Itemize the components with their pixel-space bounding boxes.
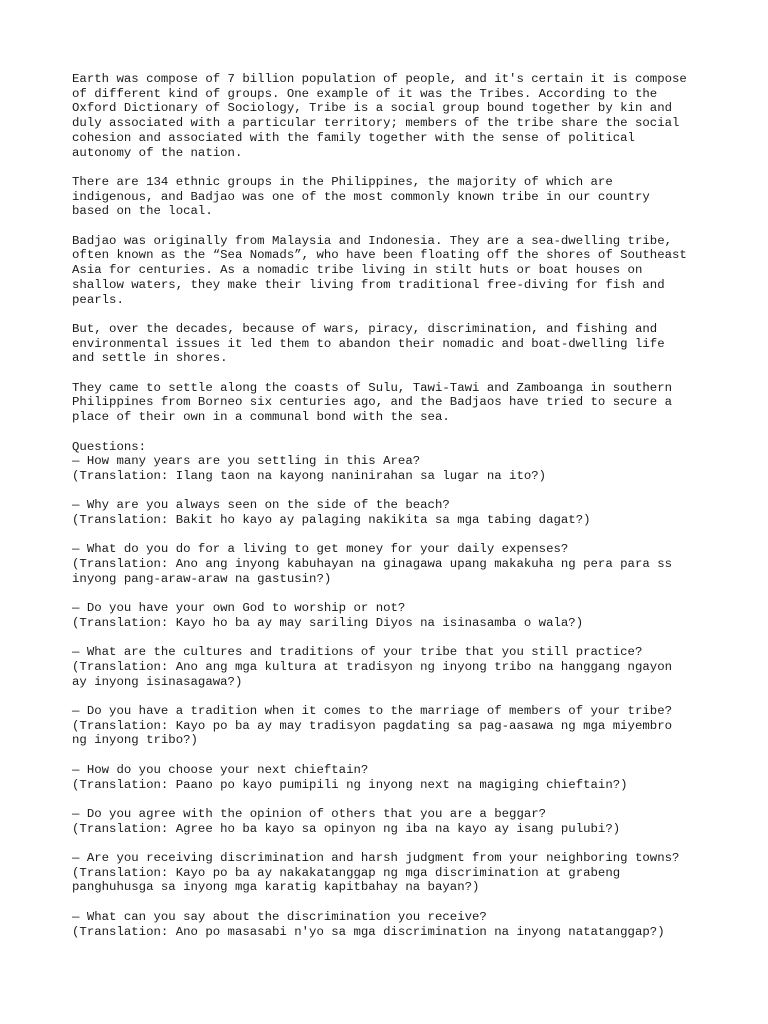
question-translation: (Translation: Ano ang mga kultura at tradisyon ng inyong tribo na hanggang ngayon ay inyong isinasagawa?) — [72, 659, 673, 689]
question-translation: (Translation: Paano po kayo pumipili ng inyong next na magiging chieftain?) — [72, 777, 628, 792]
question-item — [72, 498, 712, 527]
paragraph-decades: But, over the decades, because of wars, piracy, discrimination, and fishing and environmental issues it led them to abandon their nomadic and boat-dwelling life and settle in shores. — [72, 321, 665, 366]
question-text: — What do you do for a living to get money for your daily expenses? — [72, 542, 569, 557]
question-translation: (Translation: Kayo ho ba ay may sariling Diyos na isinasamba o wala?) — [72, 615, 584, 630]
question-text: — How many years are you settling in this Area? — [72, 454, 421, 469]
paragraph-ethnic-groups: There are 134 ethnic groups in the Philippines, the majority of which are indigenous, and Badjao was one of the most commonly known tribe in our country based on the local. — [72, 174, 650, 219]
question-text: — Why are you always seen on the side of the beach? — [72, 498, 450, 513]
question-text: — How do you choose your next chieftain? — [72, 762, 369, 777]
question-translation: (Translation: Ano ang inyong kabuhayan na ginagawa upang makakuha ng pera para ss inyong pang-araw-araw na gastusin?) — [72, 557, 673, 586]
question-text: — What can you say about the discrimination you receive? — [72, 909, 487, 924]
question-translation: (Translation: Ano po masasabi n'yo sa mga discrimination na inyong natatanggap?) — [72, 924, 665, 939]
question-translation: (Translation: Kayo po ba ay nakakatanggap ng mga discrimination at grabeng panghuhusga sa inyong mga karatig kapitbahay na bayan?) — [72, 865, 621, 895]
question-item — [72, 851, 712, 895]
question-text: — Do you have a tradition when it comes to the marriage of members of your tribe? — [72, 704, 673, 719]
questions-block-first — [72, 440, 712, 484]
questions-heading: Questions: — [72, 439, 147, 454]
question-text: — Do you have your own God to worship or not? — [72, 601, 406, 616]
question-item — [72, 645, 712, 689]
question-item — [72, 763, 712, 792]
question-translation: (Translation: Agree ho ba kayo sa opinyon ng iba na kayo ay isang pulubi?) — [72, 821, 621, 836]
question-translation: (Translation: Kayo po ba ay may tradisyon pagdating sa pag-aasawa ng mga miyembro ng inyong tribo?) — [72, 718, 673, 748]
question-text: — Do you agree with the opinion of others that you are a beggar? — [72, 806, 547, 821]
paragraph-settlement: They came to settle along the coasts of Sulu, Tawi-Tawi and Zamboanga in southern Philippines from Borneo six centuries ago, and the Badjaos have tried to secure a place of their own in a communal bond with the sea. — [72, 380, 673, 425]
question-text: — Are you receiving discrimination and harsh judgment from your neighboring towns? — [72, 851, 680, 866]
question-item — [72, 807, 712, 836]
question-translation: (Translation: Ilang taon na kayong naninirahan sa lugar na ito?) — [72, 468, 547, 483]
question-text: — What are the cultures and traditions of your tribe that you still practice? — [72, 645, 643, 660]
paragraph-badjao-origin: Badjao was originally from Malaysia and Indonesia. They are a sea-dwelling tribe, often known as the “Sea Nomads”, who have been floating off the shores of Southeast Asia for centuries. As a nomadic tribe living in stilt huts or boat houses on shallow waters, they make their living from traditional free-diving for fish and pearls. — [72, 233, 687, 307]
question-item — [72, 704, 712, 748]
question-item — [72, 910, 712, 939]
question-item — [72, 601, 712, 630]
paragraph-intro: Earth was compose of 7 billion population of people, and it's certain it is compose of different kind of groups. One example of it was the Tribes. According to the Oxford Dictionary of Sociology, Tribe is a social group bound together by kin and duly associated with a particular territory; members of the tribe share the social cohesion and associated with the family together with the sense of political autonomy of the nation. — [72, 72, 687, 160]
question-translation: (Translation: Bakit ho kayo ay palaging nakikita sa mga tabing dagat?) — [72, 513, 591, 527]
question-item — [72, 542, 712, 586]
document-page — [72, 72, 712, 954]
